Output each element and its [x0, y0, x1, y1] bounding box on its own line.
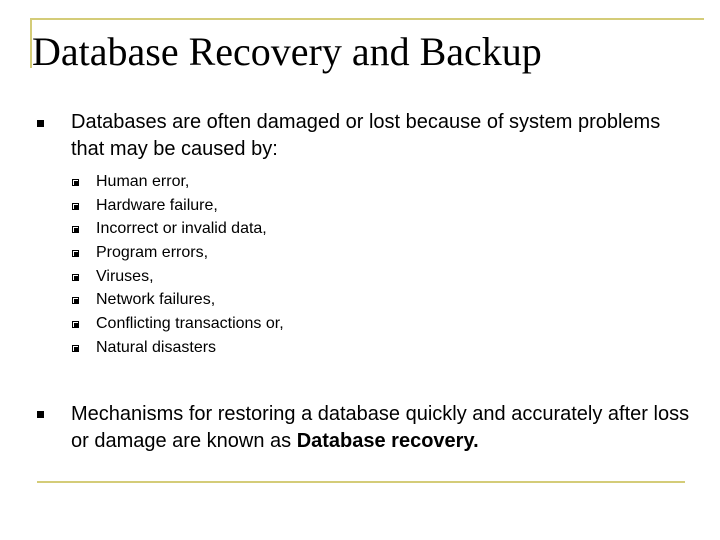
bullet-square-icon [37, 120, 44, 127]
list-item-label: Network failures, [96, 291, 216, 309]
title-top-rule [30, 18, 704, 20]
list-item-label: Hardware failure, [96, 196, 218, 214]
checkbox-bullet-icon [72, 321, 79, 328]
list-item-label: Viruses, [96, 267, 154, 285]
slide-title: Database Recovery and Backup [32, 29, 542, 74]
list-item [70, 170, 284, 194]
list-item [70, 265, 284, 289]
list-item [70, 194, 284, 218]
checkbox-bullet-icon [72, 203, 79, 210]
checkbox-bullet-icon [72, 179, 79, 186]
list-item [70, 217, 284, 241]
checkbox-bullet-icon [72, 226, 79, 233]
list-item-label: Human error, [96, 173, 190, 190]
list-item [70, 288, 284, 312]
recovery-definition-text: Mechanisms for restoring a database quickly and accurately after loss or damage are known as [71, 403, 690, 452]
list-item-label: Program errors, [96, 244, 209, 262]
checkbox-bullet-icon [72, 297, 79, 304]
list-item-label: Conflicting transactions or, [96, 315, 284, 333]
list-item [70, 336, 284, 360]
bullet-text-causes: Databases are often damaged or lost because of system problems that may be caused by: [71, 111, 661, 160]
list-item [70, 241, 284, 265]
causes-list [70, 170, 284, 360]
bullet-square-icon [37, 411, 44, 418]
recovery-term: Database recovery. [296, 430, 479, 452]
list-item-label: Natural disasters [96, 338, 217, 356]
list-item [70, 312, 284, 336]
bullet-text-recovery [71, 401, 691, 455]
bottom-rule [37, 481, 685, 483]
list-item-label: Incorrect or invalid data, [96, 220, 267, 238]
checkbox-bullet-icon [72, 274, 79, 281]
checkbox-bullet-icon [72, 250, 79, 257]
checkbox-bullet-icon [72, 345, 79, 352]
